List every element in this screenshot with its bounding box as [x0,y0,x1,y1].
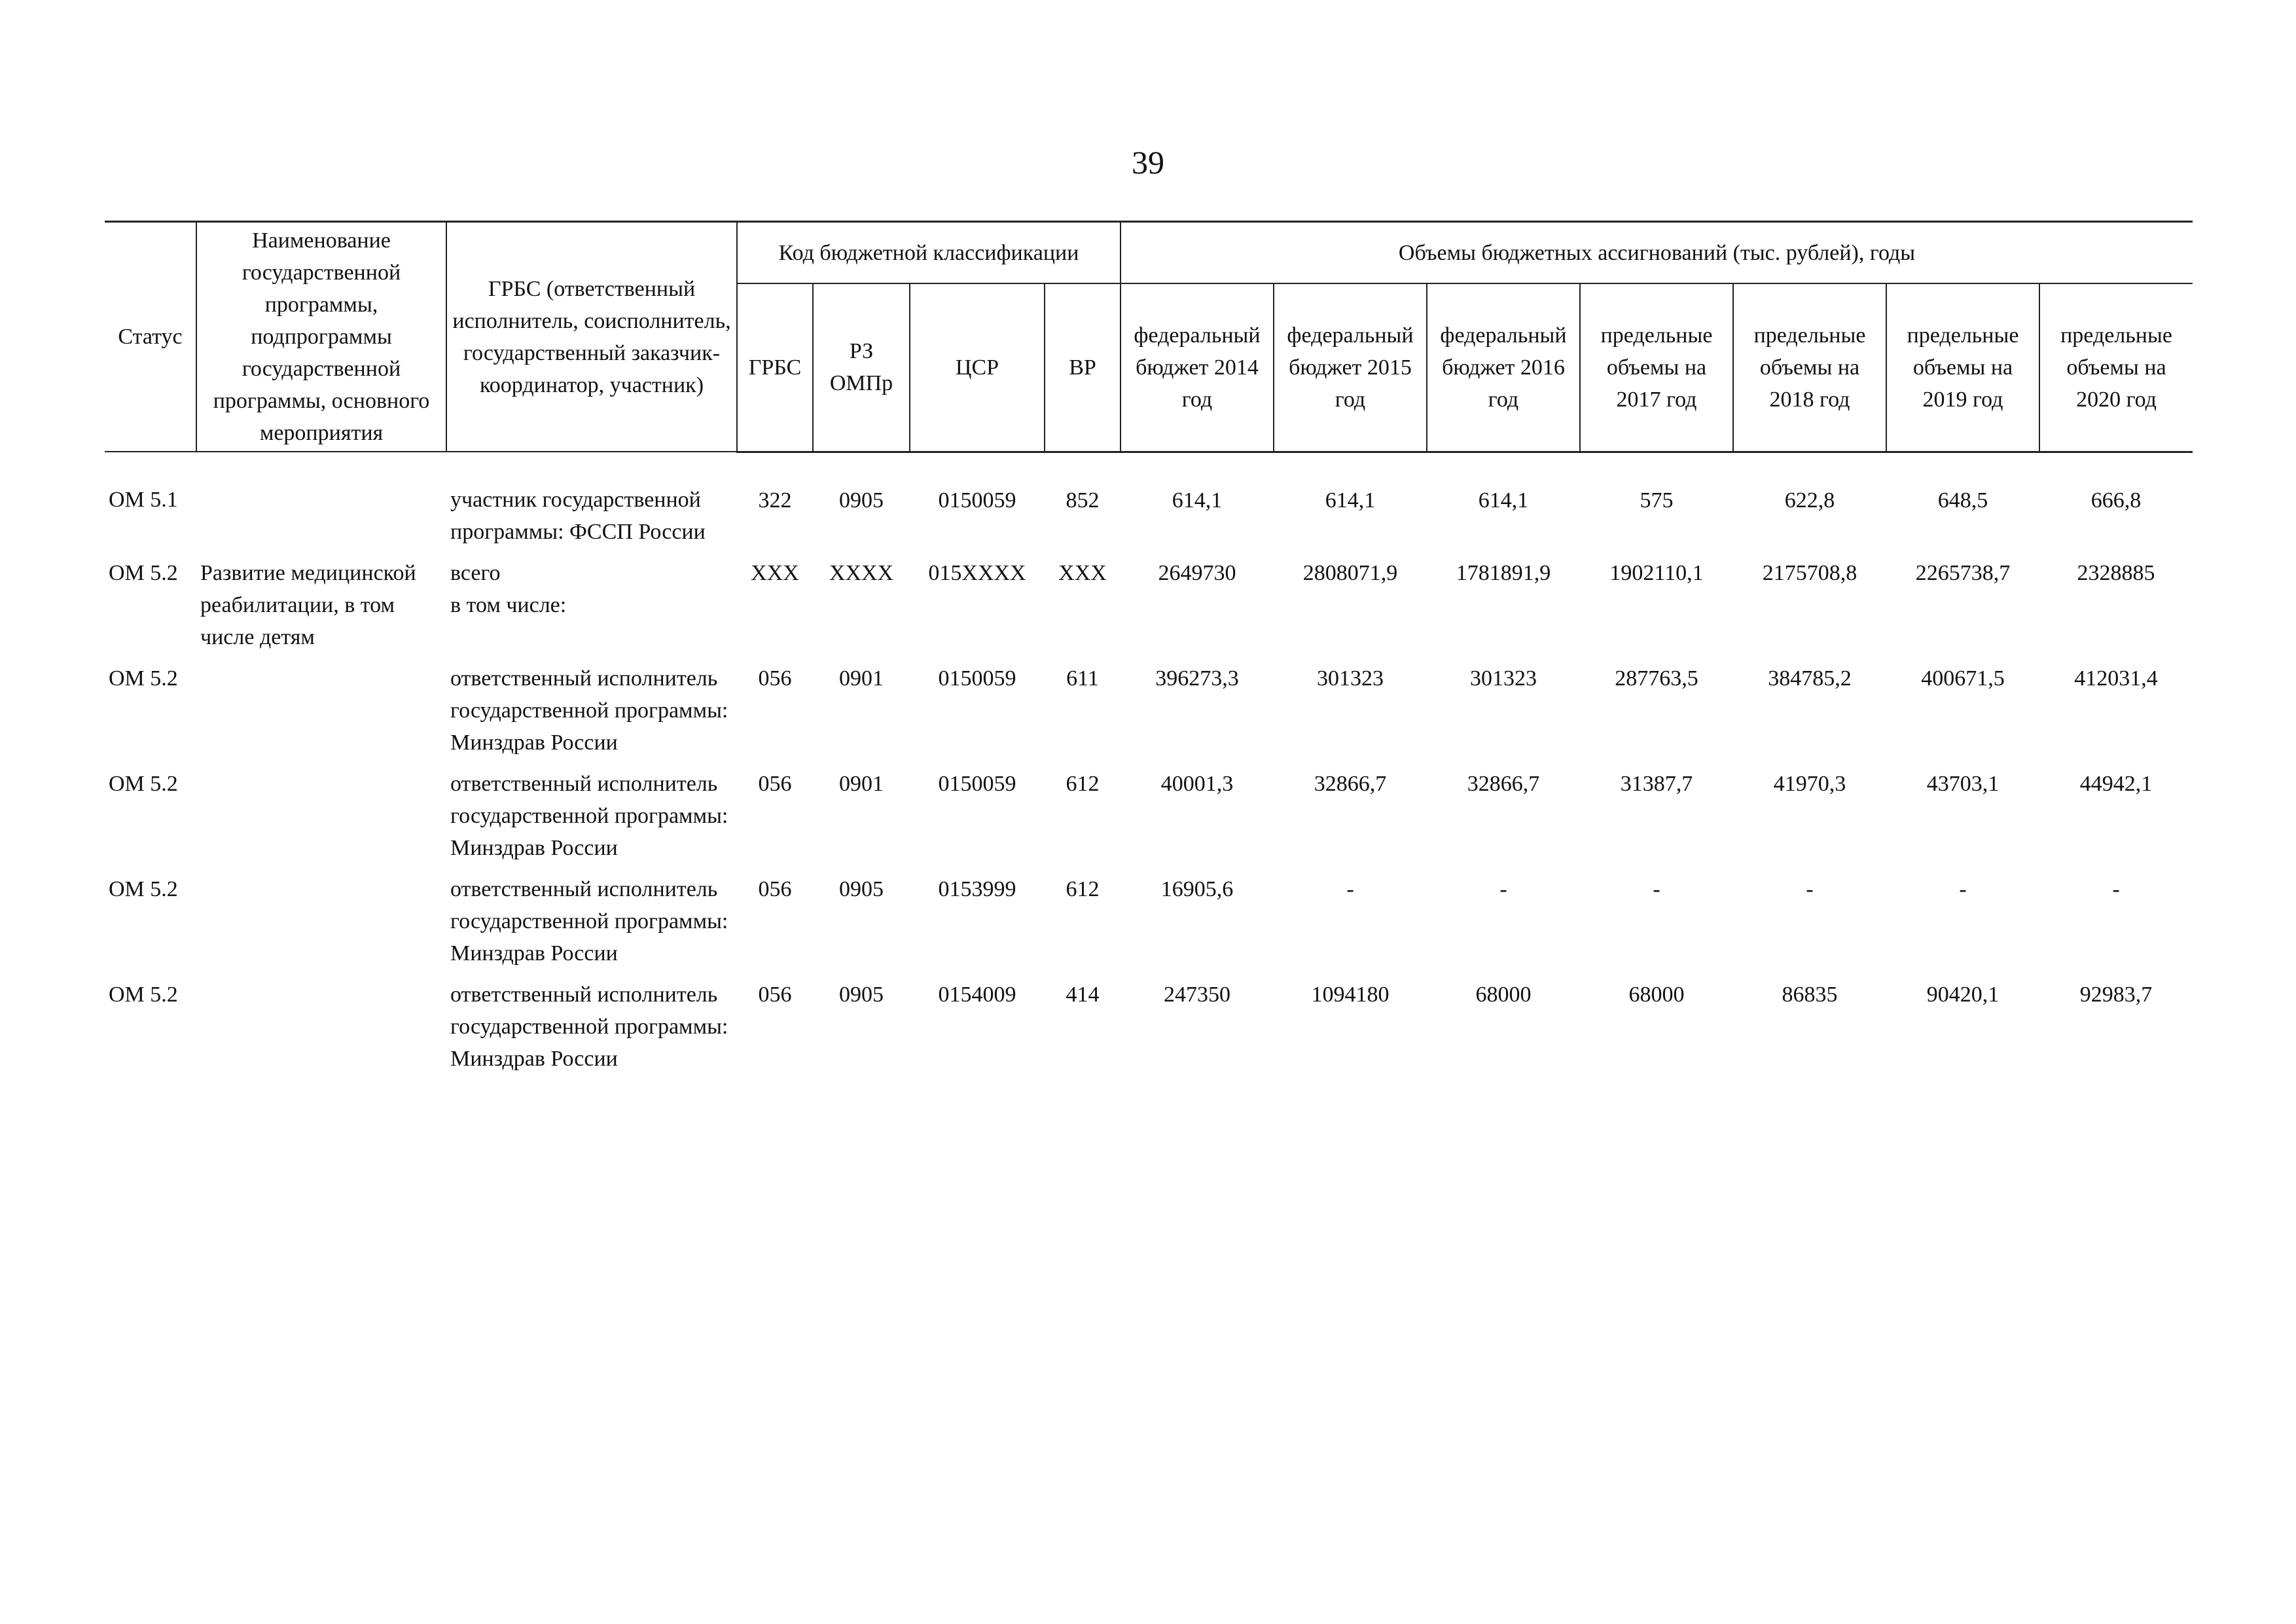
cell-csr: 015XXXX [928,561,1026,585]
cell-rz-ompr: 0901 [839,772,884,796]
cell-program-name [196,452,446,557]
cell-value-2020: 2328885 [2077,561,2155,585]
cell-value-2018: - [1806,877,1814,901]
table-row [105,873,2193,979]
header-code-grbs: ГРБС [737,283,813,452]
cell-program-name [196,979,446,1084]
cell-value-2019: 2265738,7 [1915,561,2011,585]
cell-value-2018: 622,8 [1784,488,1835,513]
header-budget-volume-group: Объемы бюджетных ассигнований (тыс. рублей), годы [1121,222,2193,284]
cell-value-2017: 575 [1640,488,1674,513]
cell-value-2017: - [1653,877,1660,901]
cell-status: ОМ 5.2 [109,666,178,691]
table-row [105,557,2193,662]
cell-program-name [196,873,446,979]
cell-vr: 612 [1066,877,1100,901]
cell-value-2016: - [1499,877,1507,901]
cell-value-2014: 247350 [1164,983,1231,1007]
cell-rz-ompr: 0905 [839,488,884,513]
cell-vr: 414 [1066,983,1100,1007]
cell-rz-ompr: 0901 [839,666,884,691]
cell-value-2015: 301323 [1317,666,1384,691]
cell-value-2014: 16905,6 [1160,877,1234,901]
header-code-vr: ВР [1045,283,1121,452]
header-status: Статус [105,222,196,452]
cell-csr: 0150059 [938,488,1016,513]
cell-value-2019: 90420,1 [1926,983,2000,1007]
cell-csr: 0150059 [938,666,1016,691]
cell-value-2020: 44942,1 [2079,772,2153,796]
cell-status: ОМ 5.1 [109,488,178,512]
cell-status: ОМ 5.2 [109,983,178,1007]
table-row [105,662,2193,768]
cell-value-2019: 400671,5 [1921,666,2005,691]
cell-value-2018: 384785,2 [1768,666,1852,691]
header-year-2017: предельные объемы на 2017 год [1580,283,1733,452]
cell-value-2016: 614,1 [1478,488,1529,513]
cell-value-2016: 1781891,9 [1456,561,1551,585]
cell-grbs: 056 [758,666,792,691]
cell-status: ОМ 5.2 [109,877,178,901]
cell-value-2016: 68000 [1475,983,1532,1007]
cell-value-2020: - [2112,877,2120,901]
header-year-2015: федеральный бюджет 2015 год [1274,283,1427,452]
cell-executor: ответственный исполнитель государственной программы: Минздрав России [450,983,728,1071]
cell-executor: всего в том числе: [450,561,567,617]
cell-value-2019: 43703,1 [1926,772,2000,796]
cell-value-2014: 2649730 [1158,561,1236,585]
cell-vr: 612 [1066,772,1100,796]
header-budget-code-group: Код бюджетной классификации [737,222,1121,284]
cell-value-2018: 86835 [1782,983,1838,1007]
cell-value-2020: 666,8 [2090,488,2142,513]
header-year-2020: предельные объемы на 2020 год [2039,283,2193,452]
header-year-2019: предельные объемы на 2019 год [1886,283,2039,452]
cell-grbs: 056 [758,772,792,796]
cell-value-2014: 396273,3 [1155,666,1239,691]
cell-value-2020: 92983,7 [2079,983,2153,1007]
header-year-2016: федеральный бюджет 2016 год [1427,283,1580,452]
cell-status: ОМ 5.2 [109,772,178,796]
header-grbs-responsible: ГРБС (ответственный исполнитель, соисполнитель, государственный заказчик-координатор, участник) [446,222,737,452]
cell-rz-ompr: 0905 [839,983,884,1007]
table-row [105,452,2193,557]
cell-grbs: XXX [751,561,799,585]
header-code-csr: ЦСР [910,283,1045,452]
cell-value-2019: - [1959,877,1967,901]
cell-value-2020: 412031,4 [2074,666,2158,691]
cell-grbs: 322 [758,488,792,513]
cell-executor: ответственный исполнитель государственной программы: Минздрав России [450,772,728,860]
cell-program-name [196,662,446,768]
cell-value-2016: 301323 [1470,666,1537,691]
cell-executor: ответственный исполнитель государственной программы: Минздрав России [450,666,728,755]
cell-grbs: 056 [758,983,792,1007]
cell-value-2015: 32866,7 [1314,772,1387,796]
cell-value-2015: 2808071,9 [1302,561,1398,585]
cell-executor: участник государственной программы: ФССП России [450,488,706,544]
cell-value-2015: 1094180 [1311,983,1390,1007]
cell-value-2019: 648,5 [1937,488,1988,513]
table-row [105,768,2193,873]
cell-vr: 611 [1066,666,1099,691]
table-row [105,979,2193,1084]
cell-value-2015: - [1346,877,1354,901]
cell-value-2017: 287763,5 [1615,666,1698,691]
cell-csr: 0150059 [938,772,1016,796]
cell-program-name: Развитие медицинской реабилитации, в том числе детям [200,561,416,649]
cell-status: ОМ 5.2 [109,561,178,585]
cell-csr: 0153999 [938,877,1016,901]
cell-value-2015: 614,1 [1325,488,1376,513]
header-program-name: Наименование государственной программы, подпрограммы государственной программы, основного мероприятия [196,222,446,452]
cell-executor: ответственный исполнитель государственной программы: Минздрав России [450,877,728,965]
cell-vr: 852 [1066,488,1100,513]
page-number: 39 [1132,144,1164,181]
header-year-2014: федеральный бюджет 2014 год [1121,283,1274,452]
cell-value-2018: 2175708,8 [1762,561,1857,585]
budget-allocation-table [105,221,2193,1084]
cell-csr: 0154009 [938,983,1016,1007]
cell-vr: XXX [1058,561,1107,585]
cell-value-2018: 41970,3 [1773,772,1846,796]
header-code-rz-ompr: РЗ ОМПр [813,283,910,452]
cell-value-2016: 32866,7 [1467,772,1540,796]
cell-value-2017: 68000 [1628,983,1685,1007]
table-header [105,222,2193,452]
cell-rz-ompr: XXXX [829,561,894,585]
table-body [105,452,2193,1084]
cell-value-2017: 31387,7 [1620,772,1693,796]
cell-value-2014: 40001,3 [1160,772,1234,796]
cell-grbs: 056 [758,877,792,901]
cell-value-2014: 614,1 [1172,488,1223,513]
header-year-2018: предельные объемы на 2018 год [1733,283,1886,452]
cell-program-name [196,768,446,873]
cell-rz-ompr: 0905 [839,877,884,901]
cell-value-2017: 1902110,1 [1609,561,1704,585]
